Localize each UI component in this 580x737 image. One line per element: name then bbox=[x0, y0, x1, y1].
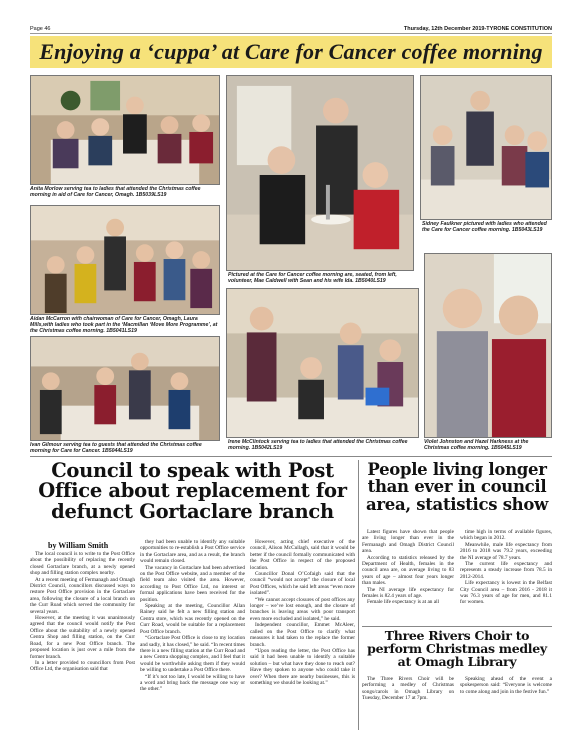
paragraph: The vacancy in Gortaclare had been advertised on the Post Office website, and a member of the field team also visited the area. However, according to Post Office Ltd, no interest or formal applications have been received for the position. bbox=[140, 564, 245, 603]
photo-seated-volunteer bbox=[226, 75, 414, 271]
dateline: Thursday, 12th December 2019-TYRONE CONSTITUTION bbox=[403, 25, 552, 32]
paragraph: The current life expectancy and represents a steady increase from 78.5 in 2012-2014. bbox=[460, 561, 552, 580]
paragraph: Speaking at the meeting, Councillor Allan Rainey said he felt a new filling station and Centra store, which was recently opened on the Curr Road, would be suitable for a replacement Post Office branch. bbox=[140, 603, 245, 635]
paragraph: Latest figures have shown that people are living longer than ever in the Fermanagh and Omagh District Council area. bbox=[362, 529, 454, 555]
paragraph: According to statistics released by the Department of Health, females in the council area are, on average living to 83 years of age – almost four years longer than males. bbox=[362, 554, 454, 587]
photo-irene-mcclintock bbox=[226, 288, 419, 438]
photo-ivan-gilmour bbox=[30, 336, 220, 441]
paragraph: they had been unable to identify any suitable opportunities to re-establish a Post Office service in the Gortaclare area, and as a result, the branch would remain closed. bbox=[140, 539, 245, 565]
caption-5: Ivan Gilmour serving tea to guests that attended the Christmas coffee morning for Care for Cancer. 1B5044LS19 bbox=[30, 442, 202, 455]
page-number: Page 46 bbox=[30, 25, 51, 32]
paragraph: However, at the meeting it was unanimously agreed that the council would notify the Post Office about the suitability of a newly opened Centra Shop and filling station, on the Curr Road, for a new Post Office branch. The proposed location is just over a mile from the former branch. bbox=[30, 615, 135, 660]
paragraph: “Upon reading the letter, the Post Office has said it had been unable to identify a suitable solution – but what have they done to reach out? Have they spoken to anyone who could take it over? When there are nearby businesses, this is something we should be looking at.” bbox=[250, 647, 355, 686]
paragraph: In a letter provided to councillors from Post Office Ltd, the organisation said that bbox=[30, 659, 135, 673]
paragraph: Meanwhile, male life expectancy from 2016 to 2018 was 79.2 years, exceeding the NI average of 78.7 years. bbox=[460, 541, 552, 561]
paragraph: “Gortaclare Post Office is close to my location and sadly, it has closed,” he said. “In recent times there is a new filling station at the Curr Road and a new Centra shopping complex, and I feel that it would be worthwhile asking them if they would be willing to undertake a Post Office there. bbox=[140, 635, 245, 674]
article-1-column-3 bbox=[250, 539, 355, 686]
article-3-column-2 bbox=[460, 676, 552, 695]
article-3-headline: Three Rivers Choir to perform Christmas medley at Omagh Library bbox=[367, 628, 547, 670]
paragraph: “We cannot accept closures of post offices any longer – we’ve lost enough, and the closure of branches is leaving areas with poor transport even more excluded and isolated,” he said. bbox=[250, 596, 355, 622]
paragraph: The local council is to write to the Post Office about the possibility of replacing the recently closed Gortaclare branch, at a newly opened shop and filling station complex nearby. bbox=[30, 551, 135, 577]
paragraph: “If it’s not too late, I would be willing to have a word and bring back the message one way or the other.” bbox=[140, 673, 245, 693]
caption-4: Aidan McCarron with chairwoman of Care for Cancer, Omagh, Laura Mills,with ladies who took part in the ‘Macmillan ‘Move More Programme’, at the Christmas coffee morning. 1B5041LS19 bbox=[30, 316, 218, 335]
page-header bbox=[30, 24, 552, 34]
caption-7: Violet Johnston and Hazel Harkness at the Christmas coffee morning. 1B5045LS19 bbox=[424, 439, 529, 452]
paragraph: time high in terms of available figures, which began in 2012. bbox=[460, 529, 552, 542]
photo-sidney-faulkner bbox=[420, 75, 552, 220]
feature-banner bbox=[30, 36, 552, 68]
article-1-headline: Council to speak with Post Office about replacement for defunct Gortaclare branch bbox=[38, 459, 347, 523]
caption-3: Sidney Faulkner pictured with ladies who attended the Care for Cancer coffee morning. 1B5043LS19 bbox=[422, 221, 547, 234]
caption-1: Anita Morlow serving tea to ladies that attended the Christmas coffee morning in aid of Care for Cancer, Omagh. 1B5039LS19 bbox=[30, 186, 201, 199]
paragraph: At a recent meeting of Fermanagh and Omagh District Council, councillors discussed ways to restore Post Office provision in the Gortaclare area, following the closure of a local branch on the Curr Road which served the community for several years. bbox=[30, 576, 135, 615]
photo-violet-hazel bbox=[424, 253, 552, 438]
caption-6: Irene McClintock serving tea to ladies that attended the Christmas coffee morning. 1B5042LS19 bbox=[228, 439, 408, 452]
photo-tea-serving bbox=[30, 75, 220, 185]
article-2-column-2 bbox=[460, 529, 552, 606]
banner-title: Enjoying a ‘cuppa’ at Care for Cancer coffee morning bbox=[39, 39, 543, 64]
section-divider bbox=[30, 456, 552, 457]
column-divider bbox=[358, 460, 359, 730]
paragraph: Female life expectancy is at an all bbox=[367, 599, 440, 606]
paragraph: Life expectancy is lowest in the Belfast City Council area – from 2016 - 2018 it was 76.3 years of age for men, and 81.1 for women. bbox=[460, 580, 552, 606]
article-1-byline: by William Smith bbox=[48, 541, 109, 550]
article-2-column-1 bbox=[362, 529, 454, 606]
caption-2: Pictured at the Care for Cancer coffee morning are, seated, from left, volunteer, Mae Caldwell with Sean and his wife Ida. 1B5040LS19 bbox=[228, 272, 397, 285]
article-1-column-2 bbox=[140, 539, 245, 693]
article-1-column-1 bbox=[30, 551, 135, 673]
article-divider bbox=[362, 626, 552, 627]
paragraph: The Three Rivers Choir will be performing a medley of Christmas songs/carols in Omagh Library on Tuesday, December 17 at 7pm. bbox=[362, 676, 454, 702]
article-3-column-1 bbox=[362, 676, 454, 702]
paragraph: However, acting chief executive of the council, Alison McCullagh, said that it would be better if the council formally communicated with the Post Office in respect of the proposed location. bbox=[250, 539, 355, 571]
article-2-headline: People living longer than ever in council area, statistics show bbox=[365, 460, 548, 514]
photo-move-more-programme bbox=[30, 205, 220, 315]
paragraph: Speaking ahead of the event a spokesperson said: “Everyone is welcome to come along and join in the festive fun.” bbox=[460, 676, 552, 695]
paragraph: Councillor Donal O’Cofaigh said that the council “would not accept” the closure of local Post Offices, which he said left areas “even more isolated”. bbox=[250, 571, 355, 597]
paragraph: The NI average life expectancy for females is 82.4 years of age. bbox=[362, 586, 454, 600]
paragraph: Independent councillor, Emmet McAleer, called on the Post Office to clarify what measures it had taken to the replace the former branch. bbox=[250, 622, 355, 648]
